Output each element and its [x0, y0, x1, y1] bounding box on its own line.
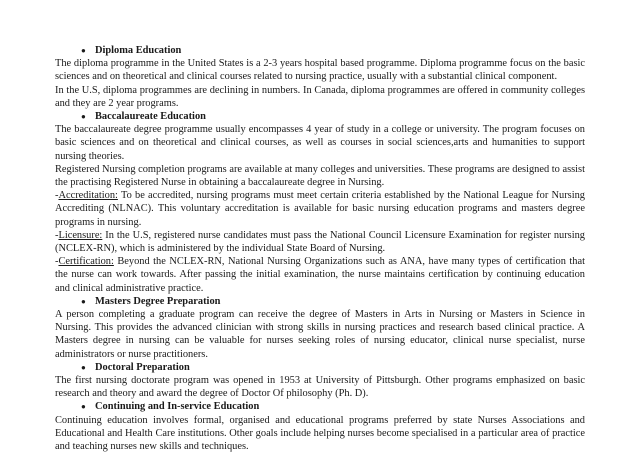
bullet-icon: ● — [81, 402, 86, 412]
term-licensure: Licensure: — [58, 229, 103, 241]
term-certification: Certification: — [58, 256, 114, 268]
bullet-icon: ● — [81, 112, 86, 122]
document-page — [55, 44, 585, 453]
paragraph: Registered Nursing completion programs are available at many colleges and universities. These programs are designed to assist the practising Registered Nurse in obtaining a baccalaureate degree in Nursing. — [55, 163, 585, 189]
section-heading-continuing: ● Continuing and In-service Education — [81, 401, 260, 413]
paragraph-accreditation: -Accreditation: To be accredited, nursing programs must meet certain criteria established by the National League for Nursing Accrediting (NLNAC). This voluntary accreditation is available for basic nursing education programs and masters degree programs in nursing. — [55, 190, 585, 228]
paragraph-licensure: -Licensure: In the U.S, registered nurse candidates must pass the National Council Licensure Examination for register nursing (NCLEX-RN), which is administered by the individual State Board of Nursing. — [55, 229, 585, 255]
bullet-icon: ● — [81, 296, 86, 306]
paragraph: The diploma programme in the United States is a 2-3 years hospital based programme. Diploma programme focus on the basic sciences and on theoretical and clinical courses related to nursing practice, usually with a substantial clinical component. — [55, 58, 585, 83]
section-heading-baccalaureate: ● Baccalaureate Education — [81, 111, 206, 123]
paragraph: In the U.S, diploma programmes are declining in numbers. In Canada, diploma programmes are offered in community colleges and they are 2 year programs. — [55, 84, 585, 109]
section-heading-masters: ● Masters Degree Preparation — [81, 295, 221, 307]
paragraph: The baccalaureate degree programme usually encompasses 4 year of study in a college or university. The program focuses on basic sciences and on theoretical and clinical courses, as well as courses in social sciences,arts and humanities to support nursing theories. — [55, 124, 585, 162]
paragraph: A person completing a graduate program can receive the degree of Masters in Arts in Nursing or Masters in Science in Nursing. This provides the advanced clinician with strong skills in nursing practices and research based clinical practice. A Masters degree in nursing can be valuable for nurses seeking roles of nursing educator, clinical nurse specialist, nurse administrators or nurse practitioners. — [55, 309, 585, 360]
bullet-icon: ● — [81, 362, 86, 372]
paragraph: The first nursing doctorate program was opened in 1953 at University of Pittsburgh. Other programs emphasized on basic research and theory and award the degree of Doctor Of philosophy (Ph. D). — [55, 375, 585, 400]
bullet-icon: ● — [81, 46, 86, 55]
section-heading-doctoral: ● Doctoral Preparation — [81, 361, 190, 373]
section-heading-diploma: ● Diploma Education — [81, 45, 182, 56]
paragraph: Continuing education involves formal, organised and educational programs preferred by state Nurses Associations and Educational and Health Care institutions. Other goals include helping nurses become specialised in a particular area of practice and teaching nurses new skills and techniques. — [55, 414, 585, 453]
paragraph-certification: -Certification: Beyond the NCLEX-RN, National Nursing Organizations such as ANA, have many types of certification that the nurse can work towards. After passing the initial examination, the nurse maintains certification by continuing education and clinical administrative practice. — [55, 256, 585, 294]
term-accreditation: Accreditation: — [58, 190, 118, 202]
